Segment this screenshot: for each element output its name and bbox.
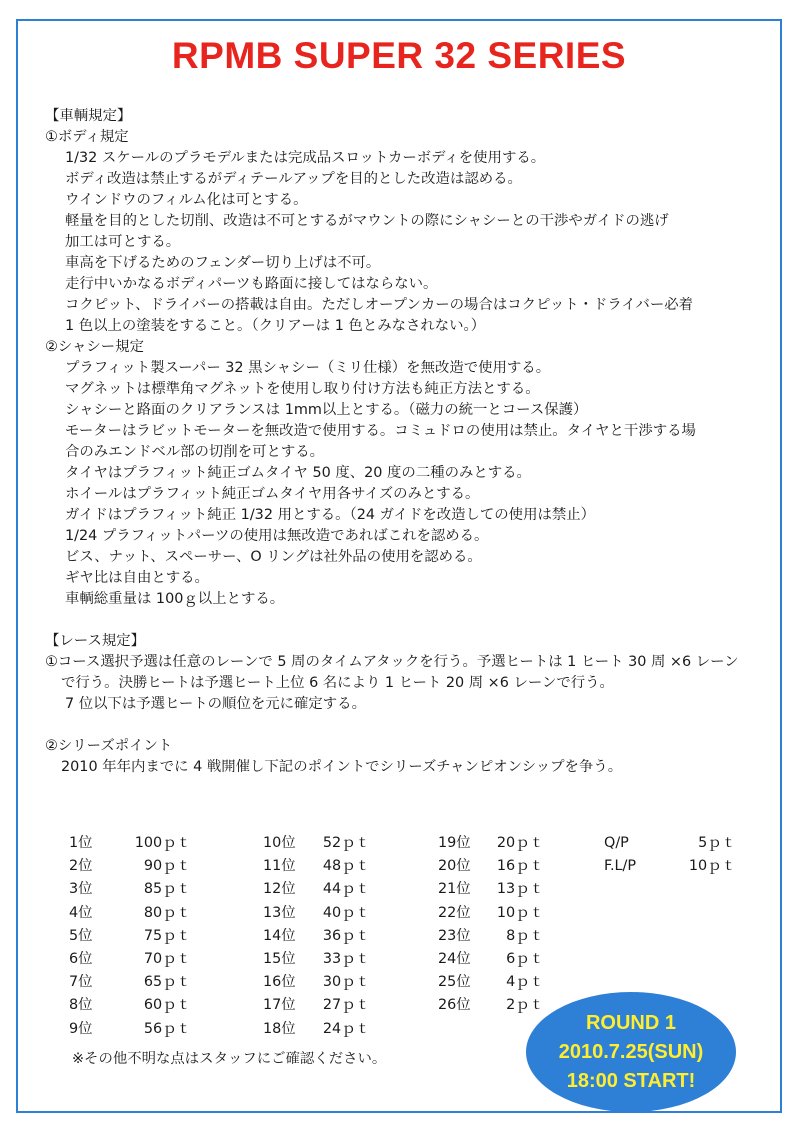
points-row [604, 855, 736, 878]
points-value: 85ｐｔ [143, 881, 191, 898]
points-row [69, 948, 191, 971]
points-row [438, 971, 544, 994]
points-value: 80ｐｔ [143, 904, 191, 921]
race-rules-heading: 【レース規定】 [45, 633, 146, 649]
rank-label: 19位 [438, 835, 471, 851]
rule-line: 走行中いかなるボディパーツも路面に接してはならない。 [65, 276, 438, 292]
spacer [45, 610, 765, 631]
points-value: 10ｐｔ [688, 858, 736, 875]
vehicle-rules-heading: 【車輌規定】 [45, 108, 132, 124]
rank-label: 5位 [69, 927, 93, 944]
points-row [69, 925, 191, 948]
points-row [438, 878, 544, 901]
rule-line: 車輌総重量は 100ｇ以上とする。 [65, 591, 285, 607]
points-row [438, 948, 544, 971]
rank-label: 15位 [263, 950, 296, 967]
rank-label: 14位 [263, 927, 296, 944]
points-row [69, 971, 191, 994]
rules-content [45, 106, 765, 778]
points-value: 70ｐｔ [143, 950, 191, 967]
rank-label: 10位 [263, 835, 296, 851]
points-value: 48ｐｔ [322, 858, 370, 875]
points-value: 27ｐｔ [322, 997, 370, 1014]
rule-line: シャシーと路面のクリアランスは 1mm以上とする。（磁力の統一とコース保護） [65, 402, 588, 418]
points-row [438, 994, 544, 1017]
points-column-3 [438, 832, 544, 1018]
rule-line: プラフィット製スーパー 32 黒シャシー（ミリ仕様）を無改造で使用する。 [65, 360, 551, 376]
rule-line: 1/24 プラフィットパーツの使用は無改造であればこれを認める。 [65, 528, 489, 544]
rank-label: 18位 [263, 1020, 296, 1037]
rank-label: 26位 [438, 997, 471, 1014]
rule-line: 1 色以上の塗装をすること。（クリアーは 1 色とみなされない。） [65, 318, 486, 334]
points-value: 75ｐｔ [143, 927, 191, 944]
rank-label: 4位 [69, 904, 93, 921]
points-value: 60ｐｔ [143, 997, 191, 1014]
round-badge [526, 992, 736, 1112]
course-rule-first-line: ①コース選択予選は任意のレーンで 5 周のタイムアタックを行う。予選ヒートは 1 ヒート 30 周 ×6 レーン [45, 654, 739, 670]
rule-line: ウインドウのフィルム化は可とする。 [65, 192, 308, 208]
points-value: 20ｐｔ [496, 835, 544, 851]
rank-label: 6位 [69, 950, 93, 967]
rule-line: ホイールはプラフィット純正ゴムタイヤ用各サイズのみとする。 [65, 486, 480, 502]
rule-line: 車高を下げるためのフェンダー切り上げは不可。 [65, 255, 381, 271]
chassis-rules-heading: ②シャシー規定 [45, 339, 144, 355]
body-rules-list [45, 148, 765, 337]
points-column-bonus [604, 832, 736, 878]
points-value: 56ｐｔ [143, 1020, 191, 1037]
chassis-rules-list [45, 358, 765, 610]
points-row [438, 902, 544, 925]
points-row [263, 832, 370, 855]
points-value: 10ｐｔ [496, 904, 544, 921]
points-row [263, 971, 370, 994]
points-value: 30ｐｔ [322, 974, 370, 991]
rank-label: 1位 [69, 835, 93, 851]
points-value: 90ｐｔ [143, 858, 191, 875]
rule-line: ガイドはプラフィット純正 1/32 用とする。（24 ガイドを改造しての使用は禁止） [65, 507, 596, 523]
flyer-frame [16, 19, 782, 1113]
rank-label: 13位 [263, 904, 296, 921]
rank-label: 2位 [69, 858, 93, 875]
rank-label: 22位 [438, 904, 471, 921]
rank-label: Q/P [604, 835, 629, 851]
rule-line: 7 位以下は予選ヒートの順位を元に確定する。 [65, 696, 366, 712]
rank-label: 12位 [263, 881, 296, 898]
points-row [263, 855, 370, 878]
rank-label: 20位 [438, 858, 471, 875]
rank-label: 9位 [69, 1020, 93, 1037]
rule-line: ボディ改造は禁止するがディテールアップを目的とした改造は認める。 [65, 171, 522, 187]
points-value: 13ｐｔ [496, 881, 544, 898]
points-row [69, 878, 191, 901]
rank-label: 17位 [263, 997, 296, 1014]
points-value: 36ｐｔ [322, 927, 370, 944]
points-column-2 [263, 832, 370, 1041]
rule-line: 軽量を目的とした切削、改造は不可とするがマウントの際にシャシーとの干渉やガイドの逃げ [65, 213, 669, 229]
points-row [263, 878, 370, 901]
points-row [438, 925, 544, 948]
points-value: 40ｐｔ [322, 904, 370, 921]
rank-label: 8位 [69, 997, 93, 1014]
rule-line: ギヤ比は自由とする。 [65, 570, 209, 586]
points-row [69, 994, 191, 1017]
page-title: RPMB SUPER 32 SERIES [171, 35, 627, 76]
points-row [69, 855, 191, 878]
points-row [263, 948, 370, 971]
points-row [263, 902, 370, 925]
rank-label: 3位 [69, 881, 93, 898]
footer-note: ※その他不明な点はスタッフにご確認ください。 [72, 1051, 387, 1067]
rule-line: ビス、ナット、スペーサー、O リングは社外品の使用を認める。 [65, 549, 482, 565]
rule-line: 加工は可とする。 [65, 234, 181, 250]
rule-line: モーターはラビットモーターを無改造で使用する。コミュドロの使用は禁止。タイヤと干渉する場 [65, 423, 696, 439]
points-row [263, 994, 370, 1017]
points-value: 6ｐｔ [506, 950, 544, 967]
points-value: 100ｐｔ [134, 835, 191, 851]
rule-line: タイヤはプラフィット純正ゴムタイヤ 50 度、20 度の二種のみとする。 [65, 465, 531, 481]
points-value: 24ｐｔ [322, 1020, 370, 1037]
badge-start-time: 18:00 START! [566, 1069, 696, 1092]
rank-label: 24位 [438, 950, 471, 967]
points-row [263, 1018, 370, 1041]
rule-line: で行う。決勝ヒートは予選ヒート上位 6 名により 1 ヒート 20 周 ×6 レーンで行う。 [61, 675, 614, 691]
rank-label: 21位 [438, 881, 471, 898]
rank-label: 11位 [263, 858, 296, 875]
rank-label: 23位 [438, 927, 471, 944]
points-row [69, 1018, 191, 1041]
points-value: 8ｐｔ [506, 927, 544, 944]
points-value: 16ｐｔ [496, 858, 544, 875]
points-value: 33ｐｔ [322, 950, 370, 967]
series-points-description: 2010 年年内までに 4 戦開催し下記のポイントでシリーズチャンピオンシップを争う。 [61, 759, 623, 775]
points-value: 52ｐｔ [322, 835, 370, 851]
points-row [438, 832, 544, 855]
rule-line: マグネットは標準角マグネットを使用し取り付け方法も純正方法とする。 [65, 381, 540, 397]
body-rules-heading: ①ボディ規定 [45, 129, 129, 145]
series-points-heading: ②シリーズポイント [45, 738, 173, 754]
rank-label: 7位 [69, 974, 93, 991]
points-value: 5ｐｔ [698, 835, 736, 851]
rule-line: 1/32 スケールのプラモデルまたは完成品スロットカーボディを使用する。 [65, 150, 546, 166]
points-row [69, 832, 191, 855]
points-row [69, 902, 191, 925]
rule-line: 合のみエンドベル部の切削を可とする。 [65, 444, 325, 460]
badge-date: 2010.7.25(SUN) [558, 1040, 704, 1063]
points-value: 44ｐｔ [322, 881, 370, 898]
points-value: 65ｐｔ [143, 974, 191, 991]
rule-line: コクピット、ドライバーの搭載は自由。ただしオープンカーの場合はコクピット・ドライバー必着 [65, 297, 694, 313]
rank-label: 25位 [438, 974, 471, 991]
points-row [263, 925, 370, 948]
points-row [438, 855, 544, 878]
spacer [45, 715, 765, 736]
points-row [604, 832, 736, 855]
rank-label: F.L/P [604, 858, 637, 875]
badge-round: ROUND 1 [585, 1011, 676, 1034]
points-value: 2ｐｔ [506, 997, 544, 1014]
points-column-1 [69, 832, 191, 1041]
rank-label: 16位 [263, 974, 296, 991]
points-value: 4ｐｔ [506, 974, 544, 991]
